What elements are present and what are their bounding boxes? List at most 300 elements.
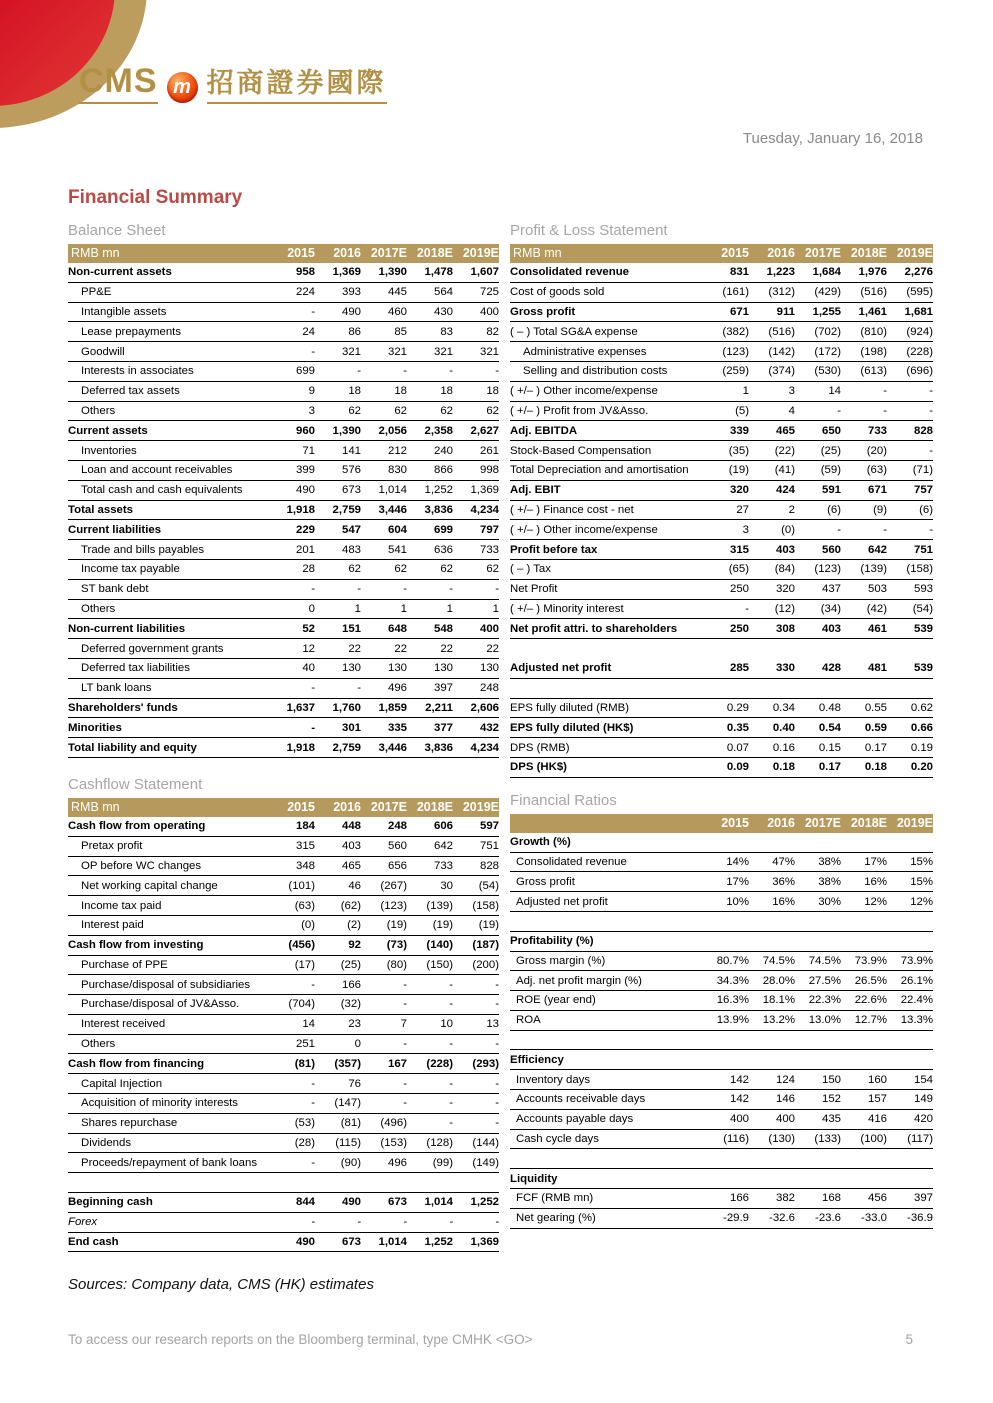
table-row: [68, 738, 499, 758]
cell-value: 240: [433, 444, 453, 457]
report-date: Tuesday, January 16, 2018: [742, 130, 923, 147]
cell-value: -33.0: [861, 1212, 887, 1225]
row-label: Adj. EBIT: [510, 484, 561, 497]
cell-value: 673: [341, 1236, 361, 1249]
row-label: Gross profit: [516, 875, 575, 888]
cell-value: (161): [722, 286, 749, 299]
table-row: [68, 600, 499, 620]
row-label: ( +/– ) Minority interest: [510, 602, 624, 615]
cell-value: -: [403, 998, 407, 1011]
table-row: [510, 738, 933, 758]
cell-value: 733: [867, 424, 887, 437]
cell-value: 160: [867, 1073, 887, 1086]
table-header-row: [510, 814, 933, 833]
cell-value: 751: [913, 543, 933, 556]
cell-value: 0.59: [864, 721, 887, 734]
cell-value: -: [495, 365, 499, 378]
table-row: [68, 975, 499, 995]
cell-value: 62: [348, 404, 361, 417]
table-row: [510, 540, 933, 560]
cell-value: (200): [472, 958, 499, 971]
cell-value: -32.6: [769, 1212, 795, 1225]
cell-value: 0.20: [910, 761, 933, 774]
cell-value: 1: [354, 602, 361, 615]
cell-value: 428: [821, 662, 841, 675]
cashflow-section: [68, 776, 499, 1253]
cell-value: (228): [906, 345, 933, 358]
row-label: ST bank debt: [81, 583, 149, 596]
row-label: PP&E: [81, 286, 112, 299]
footer-bloomberg-note: To access our research reports on the Bloomberg terminal, type CMHK <GO>: [68, 1332, 533, 1347]
table-row: [68, 1193, 499, 1213]
cell-value: 13.3%: [900, 1014, 933, 1027]
cell-value: (5): [735, 404, 749, 417]
table-row: [68, 580, 499, 600]
cell-value: (696): [906, 365, 933, 378]
cell-value: -: [311, 345, 315, 358]
cell-value: -23.6: [815, 1212, 841, 1225]
cell-value: 1,390: [378, 266, 407, 279]
cell-value: 7: [400, 1018, 407, 1031]
row-label: ( – ) Tax: [510, 563, 551, 576]
table-row: [68, 1074, 499, 1094]
cell-value: 0.07: [726, 741, 749, 754]
cell-value: 490: [341, 1196, 361, 1209]
cell-value: -: [929, 404, 933, 417]
table-row: [68, 481, 499, 501]
cell-value: 1,681: [904, 305, 933, 318]
table-row: [68, 916, 499, 936]
cell-value: (12): [774, 602, 795, 615]
table-row: [510, 322, 933, 342]
row-label: Net working capital change: [81, 879, 218, 892]
year-column-header: 2017E: [370, 246, 407, 260]
cell-value: 92: [348, 939, 361, 952]
table-row: [68, 402, 499, 422]
table-row: [510, 971, 933, 991]
row-label: Growth (%): [510, 836, 571, 849]
cell-value: (123): [814, 563, 841, 576]
cell-value: 400: [775, 1113, 795, 1126]
cell-value: 14: [302, 1018, 315, 1031]
cell-value: 250: [729, 622, 749, 635]
cell-value: 699: [433, 523, 453, 536]
cell-value: 673: [387, 1196, 407, 1209]
row-label: Others: [81, 1038, 116, 1051]
cell-value: (73): [386, 939, 407, 952]
table-row: [68, 956, 499, 976]
cell-value: (496): [380, 1117, 407, 1130]
cell-value: 483: [341, 543, 361, 556]
row-label: ( +/– ) Other income/expense: [510, 523, 658, 536]
cell-value: (128): [426, 1137, 453, 1150]
cell-value: 400: [479, 622, 499, 635]
table-row: [68, 303, 499, 323]
cell-value: 62: [348, 563, 361, 576]
cell-value: -: [311, 305, 315, 318]
cell-value: 0.15: [818, 741, 841, 754]
row-label: Purchase of PPE: [81, 958, 168, 971]
cell-value: 62: [394, 404, 407, 417]
row-label: Inventories: [81, 444, 137, 457]
cell-value: 547: [341, 523, 361, 536]
ratios-section: [510, 792, 933, 1229]
cell-value: -: [357, 1216, 361, 1229]
cell-value: (65): [728, 563, 749, 576]
cell-value: 22: [394, 642, 407, 655]
cell-value: 184: [295, 820, 315, 833]
cell-value: 0: [354, 1038, 361, 1051]
cell-value: 62: [486, 404, 499, 417]
cell-value: 30: [440, 879, 453, 892]
table-row: [510, 619, 933, 639]
cell-value: 699: [295, 365, 315, 378]
cell-value: 24: [302, 325, 315, 338]
cell-value: 403: [775, 543, 795, 556]
cell-value: 593: [913, 583, 933, 596]
cell-value: 751: [479, 840, 499, 853]
row-label: Profit before tax: [510, 543, 598, 556]
row-label: Purchase/disposal of subsidiaries: [81, 978, 251, 991]
table-row: [68, 461, 499, 481]
cell-value: 757: [913, 484, 933, 497]
cell-value: -: [449, 978, 453, 991]
cell-value: 437: [821, 583, 841, 596]
cell-value: 1,976: [858, 266, 887, 279]
cell-value: (133): [814, 1133, 841, 1146]
cell-value: 248: [479, 682, 499, 695]
year-column-header: 2016: [767, 815, 795, 830]
cell-value: 321: [433, 345, 453, 358]
cell-value: 22: [486, 642, 499, 655]
cell-value: 224: [295, 286, 315, 299]
table-row: [510, 560, 933, 580]
cell-value: 248: [387, 820, 407, 833]
cell-value: 481: [867, 662, 887, 675]
cell-value: 642: [433, 840, 453, 853]
row-label: EPS fully diluted (RMB): [510, 701, 630, 714]
cell-value: 348: [295, 859, 315, 872]
cell-value: 733: [479, 543, 499, 556]
cell-value: 2,606: [470, 701, 499, 714]
cell-value: 0.54: [818, 721, 841, 734]
row-label: ROA: [516, 1014, 541, 1027]
row-label: FCF (RMB mn): [516, 1192, 594, 1205]
cell-value: 83: [440, 325, 453, 338]
table-row: [68, 322, 499, 342]
cell-value: 22: [348, 642, 361, 655]
cell-value: (429): [814, 286, 841, 299]
cell-value: 1,637: [286, 701, 315, 714]
cell-value: (63): [294, 899, 315, 912]
table-row: [510, 402, 933, 422]
table-row: [68, 1173, 499, 1193]
table-row: [68, 1134, 499, 1154]
table-row: [68, 659, 499, 679]
cell-value: (117): [907, 1133, 933, 1146]
cell-value: 15%: [910, 855, 933, 868]
page-number: 5: [905, 1332, 913, 1347]
cell-value: -: [403, 365, 407, 378]
cell-value: 424: [775, 484, 795, 497]
cell-value: -: [357, 365, 361, 378]
cell-value: 52: [302, 622, 315, 635]
cell-value: 403: [341, 840, 361, 853]
cell-value: 321: [479, 345, 499, 358]
cell-value: 0.09: [726, 761, 749, 774]
cell-value: 432: [479, 721, 499, 734]
cell-value: -: [449, 1077, 453, 1090]
table-row: [510, 872, 933, 892]
cell-value: 62: [394, 563, 407, 576]
cashflow-table: [68, 798, 499, 1253]
cell-value: 0.40: [772, 721, 795, 734]
table-row: [68, 619, 499, 639]
row-label: Adjusted net profit: [516, 895, 608, 908]
row-label: Cash cycle days: [516, 1133, 599, 1146]
cell-value: 671: [867, 484, 887, 497]
cell-value: 16%: [772, 895, 795, 908]
year-column-header: 2017E: [804, 815, 841, 830]
row-label: Cash flow from operating: [68, 820, 206, 833]
cell-value: 16.3%: [716, 994, 749, 1007]
cell-value: -: [495, 583, 499, 596]
cell-value: -: [311, 1156, 315, 1169]
cell-value: -: [495, 1097, 499, 1110]
cell-value: 18: [348, 385, 361, 398]
cell-value: -: [403, 1077, 407, 1090]
cell-value: (25): [820, 444, 841, 457]
cms-logo: [79, 64, 387, 104]
cell-value: (53): [294, 1117, 315, 1130]
row-label: Total assets: [68, 503, 133, 516]
cell-value: 1,918: [286, 503, 315, 516]
cell-value: 146: [775, 1093, 795, 1106]
cell-value: (101): [288, 879, 315, 892]
cell-value: (81): [294, 1057, 315, 1070]
cell-value: 541: [387, 543, 407, 556]
cell-value: -: [449, 1038, 453, 1051]
cell-value: (81): [340, 1117, 361, 1130]
cell-value: 13.0%: [808, 1014, 841, 1027]
cell-value: (99): [432, 1156, 453, 1169]
cell-value: 1,252: [424, 1236, 453, 1249]
cell-value: -: [449, 583, 453, 596]
cell-value: 285: [729, 662, 749, 675]
cell-value: 38%: [818, 855, 841, 868]
cell-value: 0: [308, 602, 315, 615]
year-column-header: 2019E: [896, 815, 933, 830]
cell-value: 142: [729, 1073, 749, 1086]
table-row: [510, 1209, 933, 1229]
cell-value: (17): [294, 958, 315, 971]
year-column-header: 2019E: [462, 799, 499, 814]
table-row: [68, 362, 499, 382]
cell-value: 1,607: [470, 266, 499, 279]
table-row: [68, 342, 499, 362]
cell-value: -: [883, 523, 887, 536]
cell-value: 201: [295, 543, 315, 556]
cell-value: 12: [302, 642, 315, 655]
cell-value: (19): [432, 919, 453, 932]
cell-value: 28.0%: [762, 974, 795, 987]
cell-value: 490: [295, 1236, 315, 1249]
cell-value: 1,252: [424, 484, 453, 497]
cell-value: -: [311, 721, 315, 734]
cell-value: 0.17: [818, 761, 841, 774]
cell-value: 1,461: [858, 305, 887, 318]
cell-value: (153): [380, 1137, 407, 1150]
cell-value: 3,446: [378, 741, 407, 754]
cell-value: 0.18: [864, 761, 887, 774]
table-header-row: [68, 798, 499, 817]
row-label: Total liability and equity: [68, 741, 197, 754]
cell-value: 958: [295, 266, 315, 279]
cell-value: -: [403, 1097, 407, 1110]
table-row: [510, 303, 933, 323]
cell-value: -: [311, 1077, 315, 1090]
cell-value: (9): [873, 503, 887, 516]
cell-value: (293): [472, 1057, 499, 1070]
row-label: Pretax profit: [81, 840, 143, 853]
table-row: [68, 1094, 499, 1114]
row-label: Goodwill: [81, 345, 125, 358]
cell-value: 16%: [864, 875, 887, 888]
cell-value: 1,478: [424, 266, 453, 279]
row-label: ( +/– ) Profit from JV&Asso.: [510, 404, 649, 417]
cell-value: 397: [433, 682, 453, 695]
table-row: [510, 1110, 933, 1130]
cell-value: 0.34: [772, 701, 795, 714]
cell-value: 142: [729, 1093, 749, 1106]
cell-value: (20): [866, 444, 887, 457]
cell-value: 26.5%: [854, 974, 887, 987]
cell-value: -: [449, 1117, 453, 1130]
cell-value: 461: [867, 622, 887, 635]
row-label: Current liabilities: [68, 523, 162, 536]
cell-value: 430: [433, 305, 453, 318]
cell-value: (100): [860, 1133, 887, 1146]
cell-value: -: [495, 1038, 499, 1051]
cell-value: (382): [722, 325, 749, 338]
row-label: Cash flow from financing: [68, 1057, 205, 1070]
cms-logo-text: CMS: [79, 64, 158, 104]
cell-value: 28: [302, 563, 315, 576]
cell-value: -: [837, 404, 841, 417]
table-row: [68, 283, 499, 303]
cell-value: 1,918: [286, 741, 315, 754]
cell-value: 733: [433, 859, 453, 872]
table-row: [510, 853, 933, 873]
table-row: [510, 932, 933, 952]
page-title: Financial Summary: [68, 187, 243, 208]
cell-value: -: [311, 583, 315, 596]
cell-value: (34): [820, 602, 841, 615]
cell-value: 13: [486, 1018, 499, 1031]
cell-value: 960: [295, 424, 315, 437]
table-row: [68, 936, 499, 956]
cell-value: (530): [814, 365, 841, 378]
cell-value: 2,056: [378, 424, 407, 437]
row-label: Deferred tax assets: [81, 385, 180, 398]
table-row: [510, 892, 933, 912]
cell-value: 560: [387, 840, 407, 853]
cell-value: 12%: [864, 895, 887, 908]
cell-value: (6): [827, 503, 841, 516]
cell-value: -: [929, 444, 933, 457]
cell-value: 85: [394, 325, 407, 338]
cell-value: (150): [426, 958, 453, 971]
cell-value: 604: [387, 523, 407, 536]
cell-value: -: [311, 682, 315, 695]
table-row: [510, 342, 933, 362]
cell-value: 26.1%: [900, 974, 933, 987]
table-row: [510, 421, 933, 441]
cell-value: 315: [295, 840, 315, 853]
cell-value: 130: [433, 662, 453, 675]
cell-value: 2,759: [332, 741, 361, 754]
table-row: [68, 540, 499, 560]
cell-value: 308: [775, 622, 795, 635]
row-label: Total cash and cash equivalents: [81, 484, 243, 497]
table-row: [510, 1149, 933, 1169]
cell-value: (123): [380, 899, 407, 912]
cell-value: 251: [295, 1038, 315, 1051]
cell-value: 130: [479, 662, 499, 675]
table-row: [510, 1011, 933, 1031]
cell-value: -: [311, 978, 315, 991]
cell-value: (54): [912, 602, 933, 615]
row-label: Selling and distribution costs: [523, 365, 668, 378]
cell-value: 548: [433, 622, 453, 635]
cell-value: 62: [440, 563, 453, 576]
cell-value: 141: [341, 444, 361, 457]
table-row: [68, 1213, 499, 1233]
row-label: End cash: [68, 1236, 119, 1249]
row-label: Deferred government grants: [81, 642, 224, 655]
cell-value: 3: [742, 523, 749, 536]
cell-value: 656: [387, 859, 407, 872]
year-column-header: 2015: [287, 246, 315, 260]
cell-value: 40: [302, 662, 315, 675]
unit-label: RMB mn: [513, 246, 562, 260]
cell-value: 62: [486, 563, 499, 576]
table-row: [510, 520, 933, 540]
cell-value: 400: [479, 305, 499, 318]
cell-value: (924): [906, 325, 933, 338]
cell-value: -: [311, 1097, 315, 1110]
cell-value: 229: [295, 523, 315, 536]
cell-value: 168: [821, 1192, 841, 1205]
table-row: [68, 560, 499, 580]
cell-value: 400: [729, 1113, 749, 1126]
cell-value: 1,369: [470, 484, 499, 497]
row-label: Non-current liabilities: [68, 622, 186, 635]
cell-value: (267): [380, 879, 407, 892]
row-label: Intangible assets: [81, 305, 167, 318]
cell-value: (198): [860, 345, 887, 358]
table-row: [68, 1114, 499, 1134]
cell-value: 150: [821, 1073, 841, 1086]
cell-value: 321: [341, 345, 361, 358]
row-label: Deferred tax liabilities: [81, 662, 190, 675]
table-row: [510, 1169, 933, 1189]
row-label: DPS (HK$): [510, 761, 567, 774]
table-row: [510, 501, 933, 521]
cell-value: (702): [814, 325, 841, 338]
cell-value: 597: [479, 820, 499, 833]
row-label: Net gearing (%): [516, 1212, 596, 1225]
